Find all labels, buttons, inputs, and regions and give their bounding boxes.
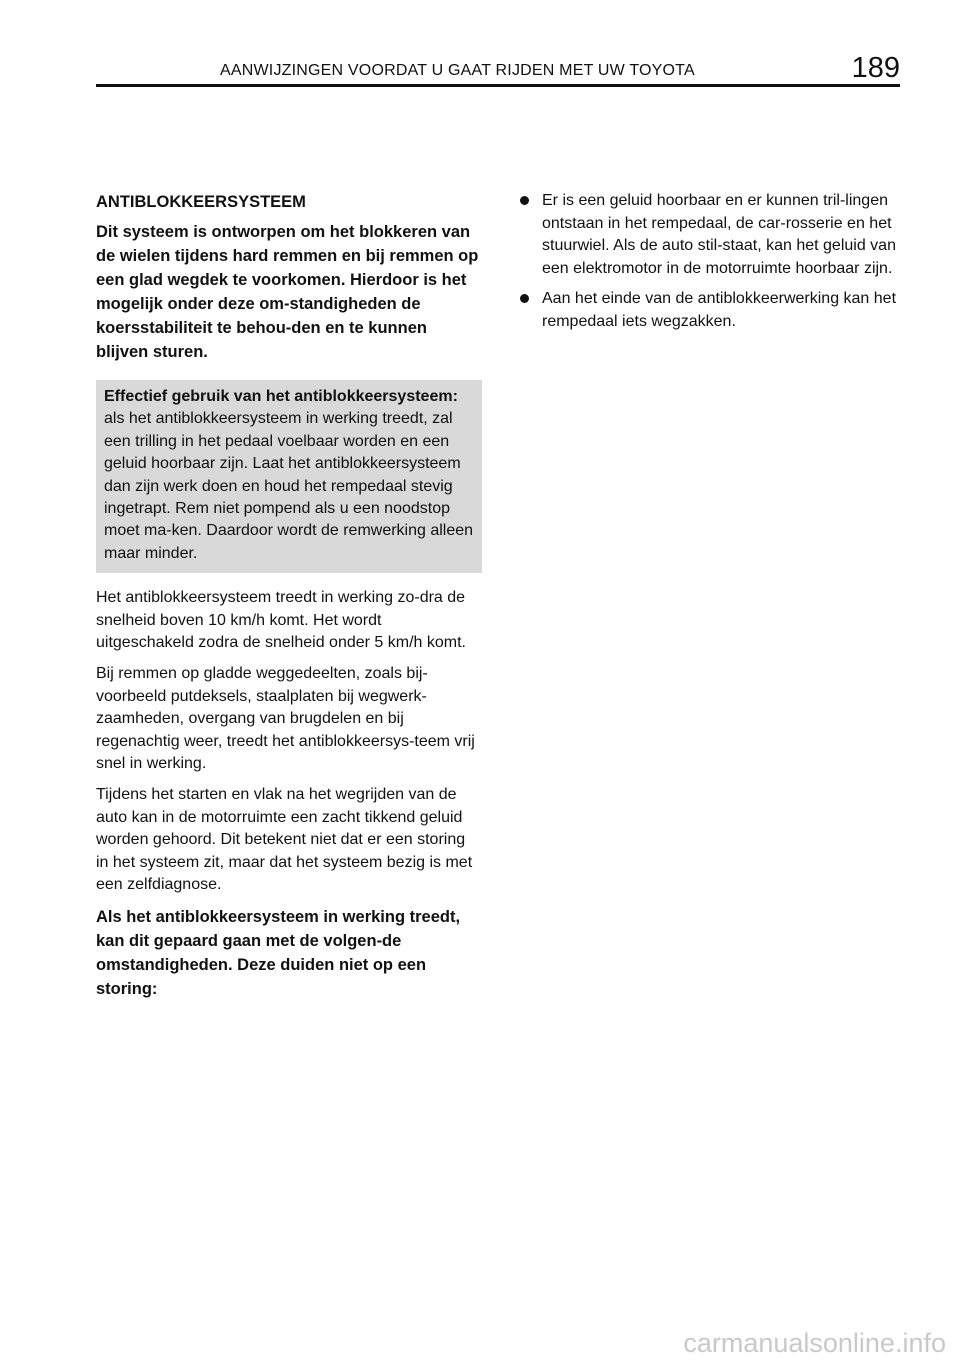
header-rule	[96, 84, 900, 87]
watermark: carmanualsonline.info	[683, 1328, 946, 1358]
body-paragraph: Het antiblokkeersysteem treedt in werking zo-dra de snelheid boven 10 km/h komt. Het wordt uitgeschakeld zodra de snelheid onder 5 km/h komt.	[96, 589, 466, 652]
left-column	[96, 190, 482, 1001]
list-item	[520, 190, 906, 280]
body-paragraph: Tijdens het starten en vlak na het wegrijden van de auto kan in de motorruimte een zacht tikkend geluid worden gehoord. Dit betekent niet dat er een storing in het systeem zit, maar dat het systeem bezig is met een zelfdiagnose.	[96, 786, 473, 894]
page-number: 189	[851, 52, 900, 84]
note-body: als het antiblokkeersysteem in werking treedt, zal een trilling in het pedaal voelbaar worden en een geluid hoorbaar zijn. Laat het antiblokkeersysteem dan zijn werk doen en houd het rempedaal stevig ingetrapt. Rem niet pompend als u een noodstop moet ma-ken. Daardoor wordt de remwerking alleen maar minder.	[104, 410, 474, 562]
header-title: AANWIJZINGEN VOORDAT U GAAT RIJDEN MET UW TOYOTA	[220, 62, 695, 79]
bullet-icon	[520, 294, 529, 303]
bullet-text: Er is een geluid hoorbaar en er kunnen tril-lingen ontstaan in het rempedaal, de car-rosserie en het stuurwiel. Als de auto stil-staat, kan het geluid van een elektromotor in de motorruimte hoorbaar zijn.	[542, 192, 896, 277]
right-column	[520, 190, 906, 342]
closing-bold-paragraph: Als het antiblokkeersysteem in werking treedt, kan dit gepaard gaan met de volgen-de omstandigheden. Deze duiden niet op een storing:	[96, 907, 461, 998]
bullet-text: Aan het einde van de antiblokkeerwerking kan het rempedaal iets wegzakken.	[542, 290, 897, 330]
list-item	[520, 288, 906, 333]
note-box	[96, 380, 482, 573]
section-heading: ANTIBLOKKEERSYSTEEM	[96, 193, 306, 211]
note-title: Effectief gebruik van het antiblokkeersysteem:	[104, 388, 458, 405]
lead-paragraph: Dit systeem is ontworpen om het blokkeren van de wielen tijdens hard remmen en bij remmen op een glad wegdek te voorkomen. Hierdoor is het mogelijk onder deze om-standigheden de koersstabiliteit te behou-den en te kunnen blijven sturen.	[96, 223, 479, 361]
body-paragraph: Bij remmen op gladde weggedeelten, zoals bij-voorbeeld putdeksels, staalplaten bij wegwerk-zaamheden, overgang van brugdelen en bij regenachtig weer, treedt het antiblokkeersys-teem vrij snel in werking.	[96, 665, 475, 773]
bullet-list	[520, 190, 906, 334]
page-header	[96, 52, 900, 86]
bullet-icon	[520, 196, 529, 205]
